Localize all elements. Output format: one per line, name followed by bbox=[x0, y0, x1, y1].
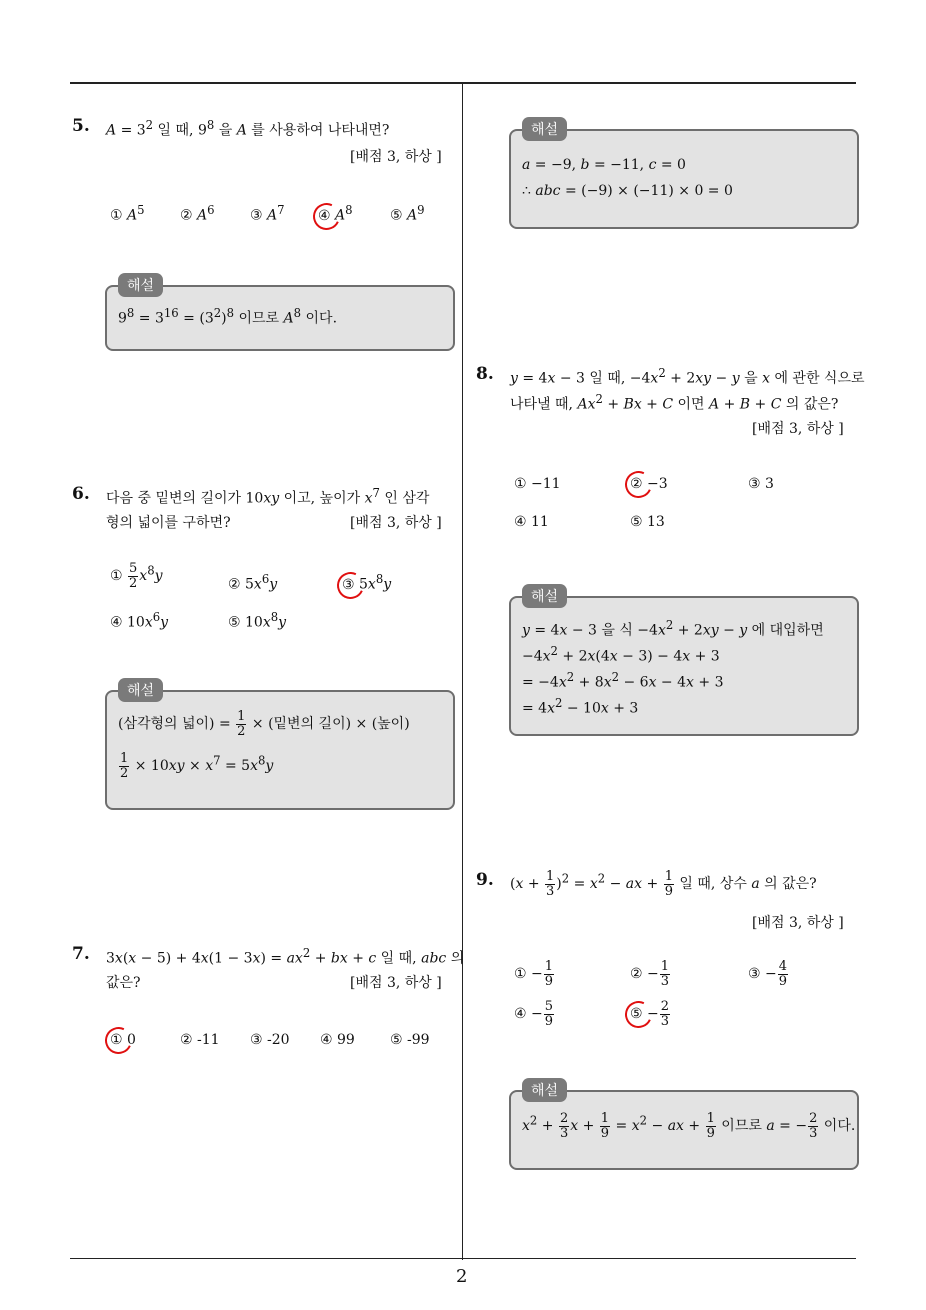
option-4[interactable]: ④ 99 bbox=[320, 1032, 355, 1048]
question-text: 나타낼 때, $Ax^2 + Bx + C$ 이면 A + B + C 의 값은? bbox=[510, 392, 839, 413]
question-text: $A = 3^2$ 일 때, $9^8$ 을 A 를 사용하여 나타내면? bbox=[106, 118, 390, 139]
question-text: 값은? bbox=[106, 975, 141, 991]
score-label: [배점 3, 하상 ] bbox=[350, 515, 442, 531]
page-number: 2 bbox=[456, 1266, 468, 1287]
solution-tag: 해설 bbox=[522, 1078, 567, 1102]
solution-line: a = −9, b = −11, c = 0 bbox=[522, 157, 686, 173]
column-divider bbox=[462, 82, 463, 1260]
solution-line: $x^2$ + $\frac{2}{3}$ x + $\frac{1}{9}$ = $x^2$ − ax + $\frac{1}{9}$ 이므로 a = − $\frac{2}{3}$ 이다. bbox=[522, 1111, 856, 1141]
answer-mark-icon bbox=[621, 467, 656, 502]
option-4[interactable]: ④ $A^8$ bbox=[318, 203, 353, 224]
solution-line: $9^8 = 3^{16} = (3^2)^8$ 이므로 $A^8$ 이다. bbox=[118, 306, 338, 327]
answer-mark-icon bbox=[309, 199, 344, 234]
solution-line: = $4x^2 - 10x + 3$ bbox=[522, 696, 639, 717]
answer-mark-icon bbox=[101, 1023, 136, 1058]
solution-line: $\frac{1}{2}$ × $10xy \times x^7 = 5x^8y$ bbox=[120, 751, 274, 781]
question-text: $3x(x - 5) + 4x(1 - 3x) = ax^2$ + bx + c 일 때, abc 의 bbox=[106, 946, 465, 967]
solution-box bbox=[105, 690, 455, 810]
option-4[interactable]: ④ − $\frac{5}{9}$ bbox=[514, 999, 554, 1029]
option-3[interactable]: ③ $5x^8y$ bbox=[342, 572, 391, 593]
score-label: [배점 3, 하상 ] bbox=[752, 915, 844, 931]
solution-box bbox=[509, 129, 859, 229]
bottom-rule bbox=[70, 1258, 856, 1259]
option-5[interactable]: ⑤ 13 bbox=[630, 514, 665, 530]
option-1[interactable]: ① 0 bbox=[110, 1032, 136, 1048]
solution-tag: 해설 bbox=[118, 678, 163, 702]
score-label: [배점 3, 하상 ] bbox=[752, 421, 844, 437]
question-number: 6. bbox=[72, 484, 90, 504]
option-3[interactable]: ③ -20 bbox=[250, 1032, 290, 1048]
solution-tag: 해설 bbox=[118, 273, 163, 297]
option-5[interactable]: ⑤ $A^9$ bbox=[390, 203, 425, 224]
option-2[interactable]: ② −3 bbox=[630, 476, 668, 492]
question-text: (x + $\frac{1}{3}$ )$^2 = x^2$ − ax + $\frac{1}{9}$ 일 때, 상수 a 의 값은? bbox=[510, 869, 817, 899]
answer-mark-icon bbox=[333, 568, 368, 603]
option-1[interactable]: ① $\frac{5}{2}$ $x^8y$ bbox=[110, 561, 163, 591]
option-5[interactable]: ⑤ $10x^8y$ bbox=[228, 610, 287, 631]
option-5[interactable]: ⑤ − $\frac{2}{3}$ bbox=[630, 1000, 671, 1028]
option-2[interactable]: ② − $\frac{1}{3}$ bbox=[630, 959, 670, 989]
question-text: 형의 넓이를 구하면? bbox=[106, 515, 231, 531]
option-3[interactable]: ③ − $\frac{4}{9}$ bbox=[748, 959, 788, 989]
option-1[interactable]: ① −11 bbox=[514, 476, 561, 492]
solution-line: ∴ abc = (−9) × (−11) × 0 = 0 bbox=[522, 183, 733, 199]
solution-tag: 해설 bbox=[522, 117, 567, 141]
solution-tag: 해설 bbox=[522, 584, 567, 608]
solution-line: y = 4x − 3 을 식 $-4x^2 + 2xy - y$ 에 대입하면 bbox=[522, 618, 824, 639]
option-2[interactable]: ② -11 bbox=[180, 1032, 220, 1048]
option-2[interactable]: ② $5x^6y$ bbox=[228, 572, 278, 593]
option-1[interactable]: ① $A^5$ bbox=[110, 203, 145, 224]
option-3[interactable]: ③ $A^7$ bbox=[250, 203, 285, 224]
option-2[interactable]: ② $A^6$ bbox=[180, 203, 215, 224]
answer-mark-icon bbox=[621, 997, 656, 1032]
question-number: 9. bbox=[476, 870, 494, 890]
option-1[interactable]: ① − $\frac{1}{9}$ bbox=[514, 959, 554, 989]
question-number: 5. bbox=[72, 116, 90, 136]
option-4[interactable]: ④ $10x^6y$ bbox=[110, 610, 169, 631]
solution-line: (삼각형의 넓이) = $\frac{1}{2}$ × (밑변의 길이) × (높이) bbox=[118, 709, 410, 739]
option-4[interactable]: ④ 11 bbox=[514, 514, 549, 530]
solution-line: = $-4x^2 + 8x^2 - 6x - 4x + 3$ bbox=[522, 670, 724, 691]
question-text: 다음 중 밑변의 길이가 10xy 이고, 높이가 $x^7$ 인 삼각 bbox=[106, 486, 430, 507]
question-text: y = 4x − 3 일 때, $-4x^2 + 2xy - y$ 을 x 에 관한 식으로 bbox=[510, 366, 865, 387]
score-label: [배점 3, 하상 ] bbox=[350, 975, 442, 991]
option-3[interactable]: ③ 3 bbox=[748, 476, 774, 492]
question-number: 7. bbox=[72, 944, 90, 964]
question-number: 8. bbox=[476, 364, 494, 384]
top-rule bbox=[70, 82, 856, 84]
solution-line: $-4x^2 + 2x(4x - 3) - 4x + 3$ bbox=[522, 644, 720, 665]
option-5[interactable]: ⑤ -99 bbox=[390, 1032, 430, 1048]
score-label: [배점 3, 하상 ] bbox=[350, 149, 442, 165]
